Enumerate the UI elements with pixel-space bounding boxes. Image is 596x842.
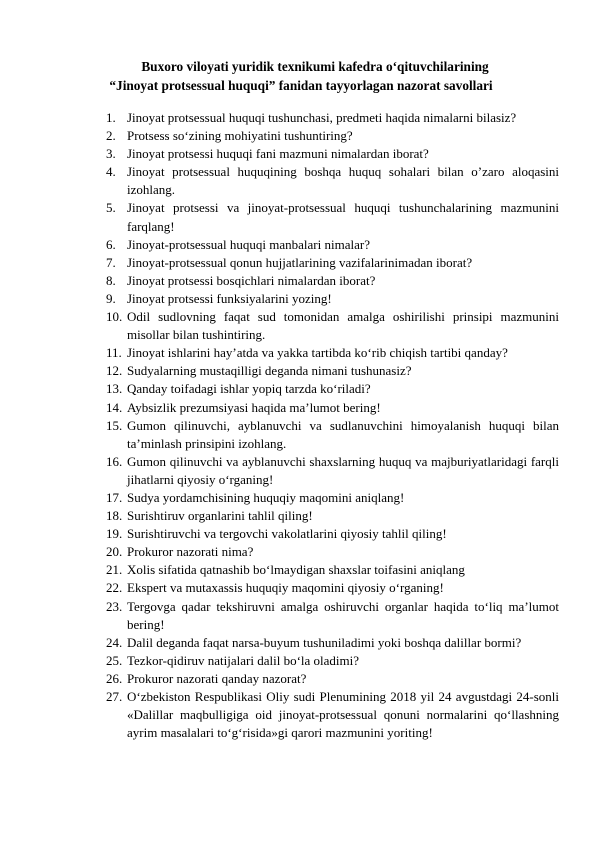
question-item <box>106 308 559 344</box>
question-number: 16. <box>106 453 123 469</box>
question-text: Jinoyat protsessual huquqi tushunchasi, predmeti haqida nimalarni bilasiz? <box>127 110 517 125</box>
question-item <box>106 145 559 163</box>
question-item <box>106 543 559 561</box>
question-item <box>106 163 559 199</box>
document-title-line-1: Buxoro viloyati yuridik texnikumi kafedra o‘qituvchilarining <box>141 59 489 74</box>
question-text: Dalil deganda faqat narsa-buyum tushuniladimi yoki boshqa dalillar bormi? <box>127 634 522 650</box>
question-number: 26. <box>106 670 123 686</box>
question-item <box>106 380 559 398</box>
question-item <box>106 634 559 652</box>
question-item <box>106 236 559 254</box>
question-number: 15. <box>106 417 123 433</box>
question-number: 20. <box>106 544 123 560</box>
question-text: Jinoyat protsessi funksiyalarini yozing! <box>127 290 332 306</box>
question-number: 21. <box>106 562 123 578</box>
question-number: 11. <box>106 345 122 361</box>
question-item <box>106 489 559 507</box>
question-text: Prokuror nazorati nima? <box>127 544 254 560</box>
question-text: Jinoyat protsessi va jinoyat-protsessual huquqi tushunchalarining mazmunini farqlang! <box>127 200 559 234</box>
question-item <box>106 127 559 145</box>
question-item <box>106 290 559 308</box>
question-item <box>106 507 559 525</box>
question-item <box>106 362 559 380</box>
question-number: 1. <box>106 110 116 125</box>
question-text: Gumon qilinuvchi va ayblanuvchi shaxslarning huquq va majburiyatlaridagi farqli jihatlarni qiyosiy o‘rganing! <box>127 453 559 487</box>
question-text: Jinoyat protsessi bosqichlari nimalardan iborat? <box>127 272 376 288</box>
question-item <box>106 199 559 235</box>
question-item <box>106 453 559 489</box>
question-number: 6. <box>106 236 116 252</box>
question-text: Xolis sifatida qatnashib bo‘lmaydigan shaxslar toifasini aniqlang <box>127 562 465 578</box>
question-text: Odil sudlovning faqat sud tomonidan amalga oshirilishi prinsipi mazmunini misollar bilan tushintiring. <box>127 309 559 343</box>
question-item <box>106 525 559 543</box>
question-text: Sudya yordamchisining huquqiy maqomini aniqlang! <box>127 489 405 505</box>
question-number: 27. <box>106 689 123 704</box>
question-number: 23. <box>106 598 123 614</box>
question-number: 12. <box>106 363 123 379</box>
question-text: Aybsizlik prezumsiyasi haqida ma’lumot bering! <box>127 399 381 415</box>
question-number: 13. <box>106 381 123 397</box>
document-title-line-2: “Jinoyat protsessual huquqi” fanidan tayyorlagan nazorat savollari <box>109 78 493 93</box>
question-text: Sudyalarning mustaqilligi deganda nimani tushunasiz? <box>127 363 412 379</box>
question-number: 4. <box>106 164 116 180</box>
question-text: Tergovga qadar tekshiruvni amalga oshiruvchi organlar haqida to‘liq ma’lumot bering! <box>127 598 559 632</box>
question-text: Jinoyat protsessual huquqining boshqa huquq sohalari bilan o’zaro aloqasini izohlang. <box>127 164 559 198</box>
question-item <box>106 670 559 688</box>
question-item <box>106 652 559 670</box>
question-number: 3. <box>106 146 116 162</box>
question-number: 22. <box>106 580 123 596</box>
question-number: 18. <box>106 508 123 524</box>
question-item <box>106 399 559 417</box>
question-text: O‘zbekiston Respublikasi Oliy sudi Plenumining 2018 yil 24 avgustdagi 24-sonli «Dalillar maqbulligiga oid jinoyat-protsessual qonuni normalarini qo‘llashning ayrim masalalari to‘g‘risida»gi qarori mazmunini yoriting! <box>127 689 559 741</box>
question-text: Jinoyat protsessi huquqi fani mazmuni nimalardan iborat? <box>127 146 429 162</box>
question-text: Tezkor-qidiruv natijalari dalil bo‘la oladimi? <box>127 652 360 668</box>
question-text: Gumon qilinuvchi, ayblanuvchi va sudlanuvchini himoyalanish huquqi bilan ta’minlash prinsipini izohlang. <box>127 417 559 451</box>
question-number: 9. <box>106 290 116 306</box>
question-item <box>106 561 559 579</box>
question-item <box>106 598 559 634</box>
question-text: Surishtiruv organlarini tahlil qiling! <box>127 508 313 524</box>
question-number: 25. <box>106 652 123 668</box>
question-text: Jinoyat-protsessual qonun hujjatlarining vazifalarinimadan iborat? <box>127 254 473 270</box>
question-item <box>106 688 559 742</box>
question-number: 24. <box>106 634 123 650</box>
question-text: Protsess so‘zining mohiyatini tushuntiring? <box>127 128 353 144</box>
question-list <box>106 109 559 742</box>
question-number: 2. <box>106 128 116 144</box>
question-text: Ekspert va mutaxassis huquqiy maqomini qiyosiy o‘rganing! <box>127 580 444 596</box>
question-number: 14. <box>106 399 123 415</box>
question-number: 10. <box>106 309 123 325</box>
question-item <box>106 272 559 290</box>
question-number: 8. <box>106 272 116 288</box>
question-item <box>106 344 559 362</box>
question-number: 7. <box>106 254 116 270</box>
question-number: 17. <box>106 489 123 505</box>
question-text: Jinoyat-protsessual huquqi manbalari nimalar? <box>127 236 370 252</box>
question-text: Prokuror nazorati qanday nazorat? <box>127 670 307 686</box>
question-item <box>106 109 559 127</box>
question-item <box>106 579 559 597</box>
question-text: Qanday toifadagi ishlar yopiq tarzda ko‘riladi? <box>127 381 371 397</box>
question-number: 5. <box>106 200 116 216</box>
question-text: Surishtiruvchi va tergovchi vakolatlarini qiyosiy tahlil qiling! <box>127 526 447 542</box>
question-number: 19. <box>106 526 123 542</box>
question-item <box>106 254 559 272</box>
question-item <box>106 417 559 453</box>
question-text: Jinoyat ishlarini hay’atda va yakka tartibda ko‘rib chiqish tartibi qanday? <box>127 345 508 361</box>
